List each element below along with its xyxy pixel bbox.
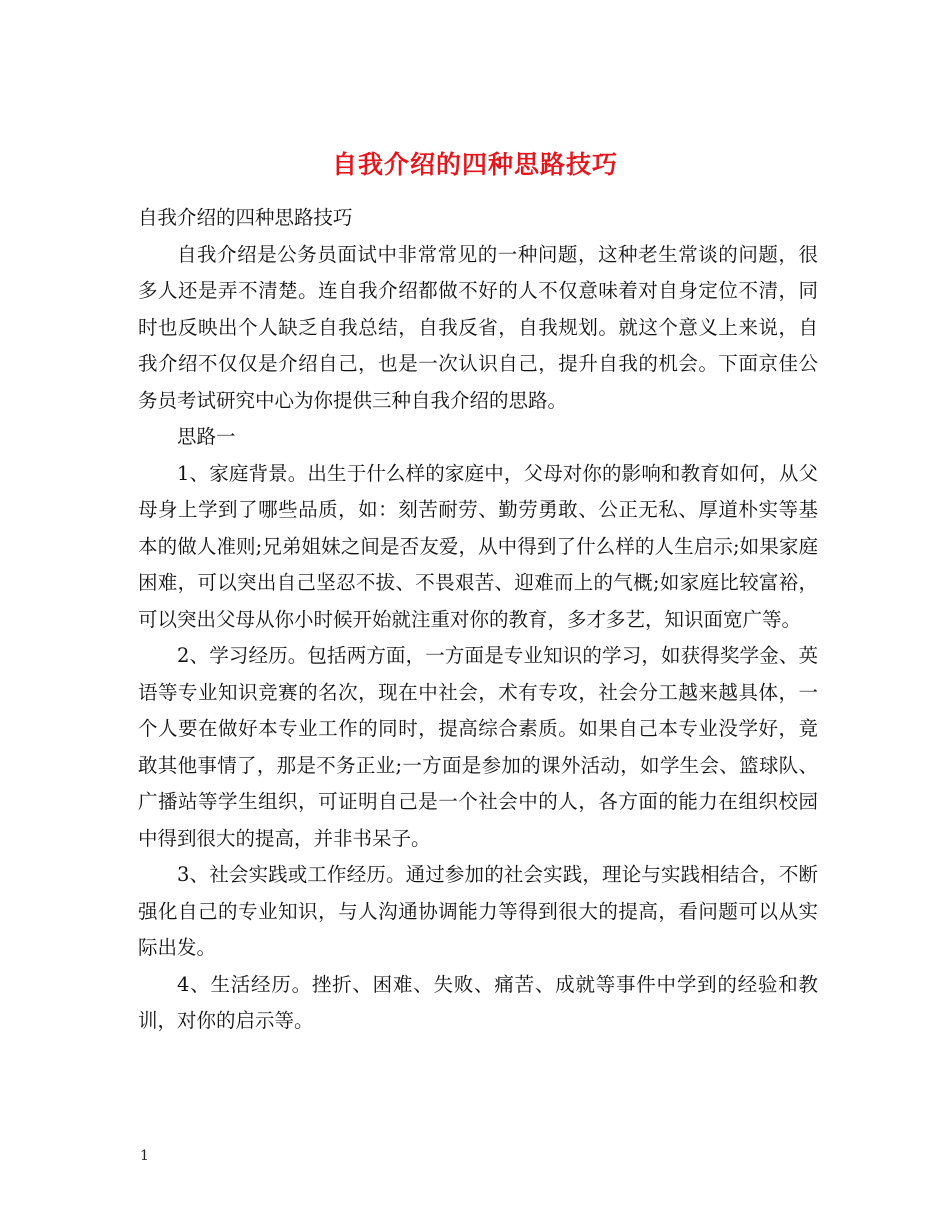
paragraph-study-experience: 2、学习经历。包括两方面，一方面是专业知识的学习，如获得奖学金、英语等专业知识竞赛的名次，现在中社会，术有专攻，社会分工越来越具体，一个人要在做好本专业工作的同时，提高综合素质。如果自己本专业没学好，竟敢其他事情了，那是不务正业;一方面是参加的课外活动，如学生会、篮球队、广播站等学生组织，可证明自己是一个社会中的人，各方面的能力在组织校园中得到很大的提高，并非书呆子。 bbox=[138, 644, 818, 850]
section-heading: 思路一 bbox=[177, 425, 236, 448]
paragraph-life-experience: 4、生活经历。挫折、困难、失败、痛苦、成就等事件中学到的经验和教训，对你的启示等。 bbox=[138, 972, 818, 1032]
document-subtitle: 自我介绍的四种思路技巧 bbox=[138, 206, 353, 229]
document-body bbox=[138, 200, 818, 1040]
document-title: 自我介绍的四种思路技巧 bbox=[331, 149, 618, 179]
page-number: 1 bbox=[140, 1148, 149, 1164]
paragraph-family-background: 1、家庭背景。出生于什么样的家庭中，父母对你的影响和教育如何，从父母身上学到了哪些品质，如：刻苦耐劳、勤劳勇敢、公正无私、厚道朴实等基本的做人准则;兄弟姐妹之间是否友爱，从中得到了什么样的人生启示;如果家庭困难，可以突出自己坚忍不拔、不畏艰苦、迎难而上的气概;如家庭比较富裕，可以突出父母从你小时候开始就注重对你的教育，多才多艺，知识面宽广等。 bbox=[138, 461, 818, 631]
intro-paragraph: 自我介绍是公务员面试中非常常见的一种问题，这种老生常谈的问题，很多人还是弄不清楚。连自我介绍都做不好的人不仅意味着对自身定位不清，同时也反映出个人缺乏自我总结，自我反省，自我规划。就这个意义上来说，自我介绍不仅仅是介绍自己，也是一次认识自己，提升自我的机会。下面京佳公务员考试研究中心为你提供三种自我介绍的思路。 bbox=[138, 242, 818, 412]
paragraph-social-practice: 3、社会实践或工作经历。通过参加的社会实践，理论与实践相结合，不断强化自己的专业知识，与人沟通协调能力等得到很大的提高，看问题可以从实际出发。 bbox=[138, 863, 818, 959]
